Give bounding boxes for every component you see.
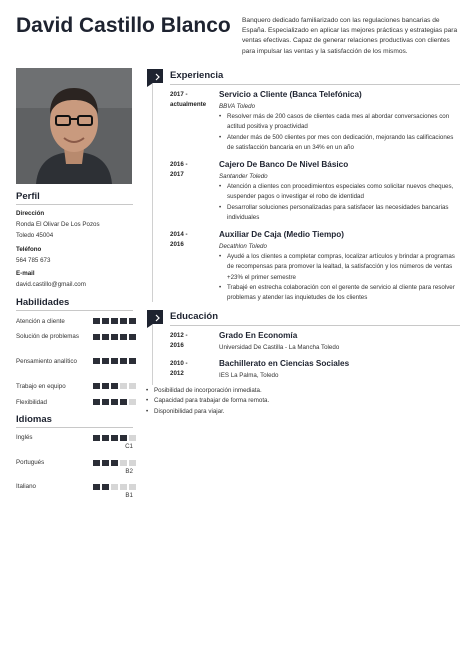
direccion-label: Dirección [16,210,45,217]
job-bullets [219,252,459,303]
job-date-end: 2017 [170,171,184,178]
habilidades-heading: Habilidades [16,297,70,308]
level-dot [111,435,118,441]
edu-date-end: 2016 [170,342,184,349]
extra-item: • Posibilidad de incorporación inmediata. [146,386,446,396]
perfil-divider [16,204,133,205]
experiencia-flag-icon [147,69,163,83]
level-dot [129,399,136,405]
job-bullet-item: • Ayudé a los clientes a completar compras, localizar artículos y brindar a programas de recompensas para promover la lealtad, la satisfacción y los números de ventas +23% el primer semestre [219,252,459,283]
level-dot [120,334,127,340]
skill-level-dots [93,383,136,389]
skill-name: Solución de problemas [16,333,79,340]
level-dot [111,399,118,405]
job-date-start: 2017 - [170,91,188,98]
level-dot [93,334,100,340]
level-dot [129,435,136,441]
level-dot [102,318,109,324]
idiomas-heading: Idiomas [16,414,52,425]
education-timeline-line [152,325,153,385]
language-name: Italiano [16,483,36,490]
skill-level-dots [93,358,136,364]
level-dot [111,484,118,490]
experience-timeline-line [152,84,153,302]
level-dot [93,435,100,441]
level-dot [93,484,100,490]
level-dot [102,435,109,441]
edu-school: Universidad De Castilla - La Mancha Toledo [219,344,340,351]
level-dot [120,383,127,389]
level-dot [111,460,118,466]
profile-summary: Banquero dedicado familiarizado con las regulaciones bancarias de España. Especializado en aplicar las mejores prácticas y estrategias para ventas efectivas. Capaz de generar relaciones productivas con clientes para impulsar las ventas y la satisfacción de los mismos. [242,17,458,55]
job-company: Decathlon Toledo [219,243,267,250]
level-dot [102,334,109,340]
job-date-start: 2016 - [170,161,188,168]
level-dot [120,460,127,466]
level-dot [111,383,118,389]
level-dot [102,358,109,364]
direccion-line2: Toledo 45004 [16,232,54,239]
language-level-dots [93,460,136,466]
level-dot [129,484,136,490]
skill-name: Pensamiento analítico [16,358,77,365]
job-date-start: 2014 - [170,231,188,238]
direccion-line1: Ronda El Olivar De Los Pozos [16,221,100,228]
language-level-code: B1 [125,492,133,499]
experiencia-heading: Experiencia [170,70,224,81]
level-dot [129,460,136,466]
language-level-dots [93,435,136,441]
skill-name: Atención a cliente [16,318,65,325]
perfil-heading: Perfil [16,191,40,202]
level-dot [120,435,127,441]
language-level-code: C1 [125,443,133,450]
job-bullets [219,182,459,223]
edu-title: Grado En Economía [219,331,298,340]
level-dot [120,399,127,405]
job-company: BBVA Toledo [219,103,256,110]
level-dot [102,460,109,466]
job-bullet-item: • Desarrollar soluciones personalizadas para satisfacer las necesidades bancarias individuales [219,203,459,224]
educacion-heading: Educación [170,311,219,322]
level-dot [102,399,109,405]
level-dot [129,334,136,340]
telefono-label: Teléfono [16,246,42,253]
level-dot [93,383,100,389]
language-level-dots [93,484,136,490]
job-company: Santander Toledo [219,173,268,180]
level-dot [93,318,100,324]
educacion-flag-icon [147,310,163,324]
level-dot [129,318,136,324]
level-dot [102,484,109,490]
level-dot [93,460,100,466]
level-dot [111,334,118,340]
language-name: Inglés [16,434,33,441]
idiomas-divider [16,427,133,428]
level-dot [129,358,136,364]
level-dot [129,383,136,389]
level-dot [102,383,109,389]
skill-name: Flexibilidad [16,399,47,406]
job-bullet-item: • Resolver más de 200 casos de clientes cada mes al abordar conversaciones con actitud positiva y proactividad [219,112,459,133]
job-bullet-item: • Atender más de 500 clientes por mes con dedicación, mejorando las calificaciones de satisfacción bancaria en un 34% en un año [219,133,459,154]
extra-item: • Capacidad para trabajar de forma remota. [146,396,446,406]
skill-level-dots [93,318,136,324]
language-level-code: B2 [125,468,133,475]
extra-list [146,386,446,417]
email-value[interactable]: david.castillo@gmail.com [16,281,86,288]
level-dot [111,318,118,324]
edu-school: IES La Palma, Toledo [219,372,279,379]
language-name: Portugués [16,459,45,466]
job-title: Auxiliar De Caja (Medio Tiempo) [219,230,344,239]
job-bullet-item: • Atención a clientes con procedimientos especiales como solicitar nuevos cheques, suspender pagos o investigar el robo de identidad [219,182,459,203]
habilidades-divider [16,310,133,311]
job-bullets [219,112,459,153]
job-title: Servicio a Cliente (Banca Telefónica) [219,90,362,99]
email-label: E-mail [16,270,35,277]
educacion-divider [170,325,460,326]
telefono-value: 564 785 673 [16,257,51,264]
level-dot [120,358,127,364]
level-dot [93,358,100,364]
level-dot [93,399,100,405]
skill-name: Trabajo en equipo [16,383,66,390]
job-date-end: 2016 [170,241,184,248]
job-title: Cajero De Banco De Nivel Básico [219,160,349,169]
level-dot [120,484,127,490]
candidate-name: David Castillo Blanco [16,14,231,37]
profile-photo [16,68,132,184]
job-date-end: actualmente [170,101,207,108]
skill-level-dots [93,399,136,405]
experiencia-divider [170,84,460,85]
job-bullet-item: • Trabajé en estrecha colaboración con el gerente de servicio al cliente para resolver problemas y atender las inquietudes de los clientes [219,283,459,304]
edu-date-start: 2010 - [170,360,188,367]
edu-title: Bachillerato en Ciencias Sociales [219,359,350,368]
level-dot [120,318,127,324]
edu-date-start: 2012 - [170,332,188,339]
edu-date-end: 2012 [170,370,184,377]
level-dot [111,358,118,364]
extra-item: • Disponibilidad para viajar. [146,407,446,417]
skill-level-dots [93,334,136,340]
